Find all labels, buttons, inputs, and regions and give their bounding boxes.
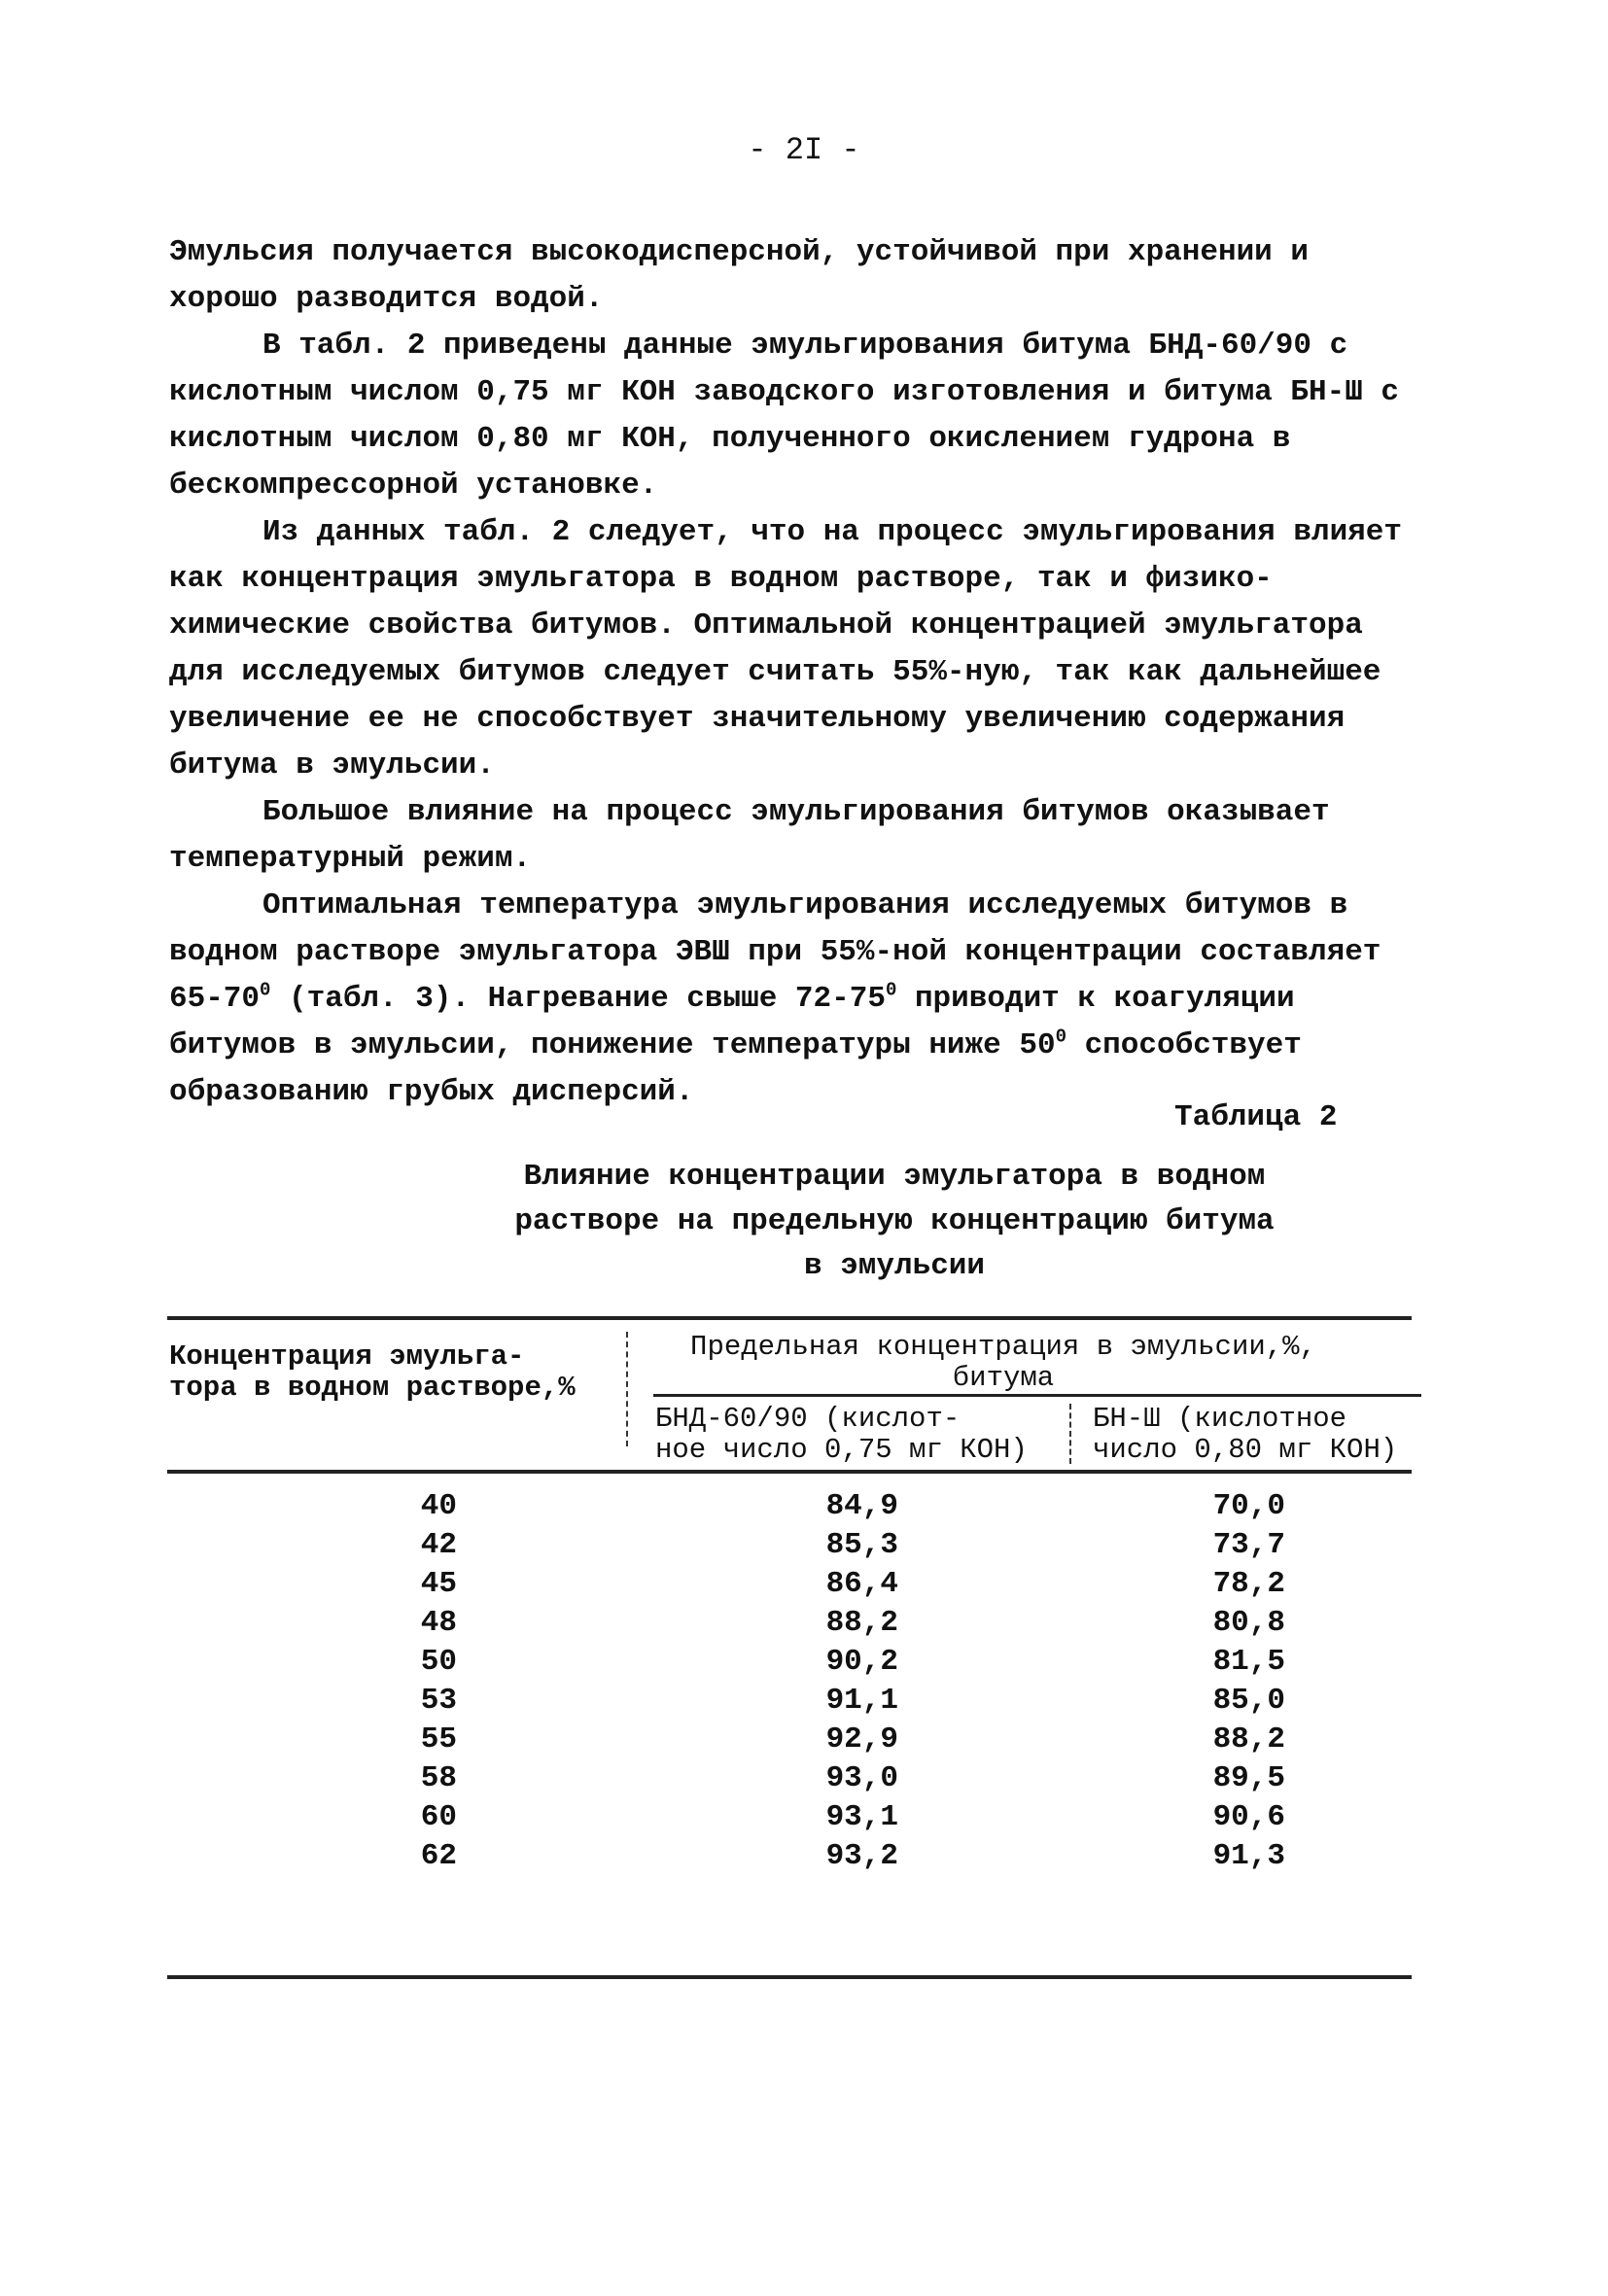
- cell-bnd-60-90: 86,4: [825, 1567, 898, 1601]
- header-bnd-60-90: БНД-60/90 (кислот- ное число 0,75 мг КОН): [655, 1403, 1028, 1466]
- cell-bnd-60-90: 93,0: [825, 1761, 898, 1795]
- cell-bnd-60-90: 93,1: [825, 1800, 898, 1834]
- cell-bn-3: 88,2: [1212, 1722, 1285, 1757]
- header-subdivider: [1069, 1404, 1071, 1464]
- paragraph-concentration: Из данных табл. 2 следует, что на процесс эмульгирования влияет как концентрация эмульгатора в водном растворе, так и физико-химические свойства битумов. Оптимальной концентрацией эмульгатора для исследуемых битумов следует считать 55%-ную, так как дальнейшее увеличение ее не способствует значительному увеличению содержания битума в эмульсии.: [169, 515, 1402, 783]
- cell-bn-3: 70,0: [1212, 1489, 1285, 1523]
- cell-bn-3: 81,5: [1212, 1645, 1285, 1679]
- cell-bnd-60-90: 91,1: [825, 1684, 898, 1718]
- cell-bn-3: 78,2: [1212, 1567, 1285, 1601]
- cell-bnd-60-90: 92,9: [825, 1722, 898, 1757]
- cell-concentration: 62: [420, 1839, 457, 1873]
- cell-concentration: 42: [420, 1528, 457, 1562]
- table-bottom-rule: [167, 1975, 1412, 1979]
- cell-bnd-60-90: 93,2: [825, 1839, 898, 1873]
- paragraph-intro: Эмульсия получается высокодисперсной, устойчивой при хранении и хорошо разводится водой.: [169, 235, 1309, 316]
- page-number: - 2I -: [748, 132, 860, 168]
- cell-bn-3: 80,8: [1212, 1606, 1285, 1640]
- paragraph-table2-data: В табл. 2 приведены данные эмульгирования битума БНД-60/90 с кислотным числом 0,75 мг КОН заводского изготовления и битума БН-Ш с кислотным числом 0,80 мг КОН, полученного окислением гудрона в бескомпрессорной установке.: [169, 329, 1400, 503]
- cell-concentration: 55: [420, 1722, 457, 1757]
- header-bottom-rule: [167, 1470, 1412, 1474]
- header-concentration: Концентрация эмульга- тора в водном растворе,%: [169, 1340, 576, 1404]
- header-bn-3: БН-Ш (кислотное число 0,80 мг КОН): [1093, 1403, 1398, 1466]
- cell-concentration: 40: [420, 1489, 457, 1523]
- cell-concentration: 45: [420, 1567, 457, 1601]
- cell-bnd-60-90: 90,2: [825, 1645, 898, 1679]
- cell-bn-3: 91,3: [1212, 1839, 1285, 1873]
- cell-concentration: 53: [420, 1684, 457, 1718]
- cell-bnd-60-90: 85,3: [825, 1528, 898, 1562]
- paragraph-optimal-temperature: Оптимальная температура эмульгирования исследуемых битумов в водном растворе эмульгатора ЭВШ при 55%-ной концентрации составляет $65-70^0$ (табл. 3). Нагревание свыше $72-75^0$ приводит к коагуляции битумов в эмульсии, понижение температуры ниже $50^0$ способствует образованию грубых дисперсий.: [169, 888, 1381, 1109]
- cell-concentration: 60: [420, 1800, 457, 1834]
- header-limit-concentration: Предельная концентрация в эмульсии,%, битума: [690, 1331, 1316, 1394]
- cell-bnd-60-90: 88,2: [825, 1606, 898, 1640]
- table-top-rule: [167, 1316, 1412, 1320]
- paragraph-temperature-influence: Большое влияние на процесс эмульгирования битумов оказывает температурный режим.: [169, 795, 1330, 876]
- header-group-rule: [653, 1394, 1421, 1397]
- cell-bn-3: 73,7: [1212, 1528, 1285, 1562]
- cell-bnd-60-90: 84,9: [825, 1489, 898, 1523]
- header-divider: [626, 1332, 628, 1446]
- cell-concentration: 58: [420, 1761, 457, 1795]
- cell-bn-3: 90,6: [1212, 1800, 1285, 1834]
- cell-concentration: 48: [420, 1606, 457, 1640]
- cell-bn-3: 89,5: [1212, 1761, 1285, 1795]
- table-caption: Таблица 2: [1174, 1100, 1338, 1134]
- cell-bn-3: 85,0: [1212, 1684, 1285, 1718]
- cell-concentration: 50: [420, 1645, 457, 1679]
- table-title: Влияние концентрации эмульгатора в водном растворе на предельную концентрацию битума в эмульсии: [514, 1160, 1275, 1283]
